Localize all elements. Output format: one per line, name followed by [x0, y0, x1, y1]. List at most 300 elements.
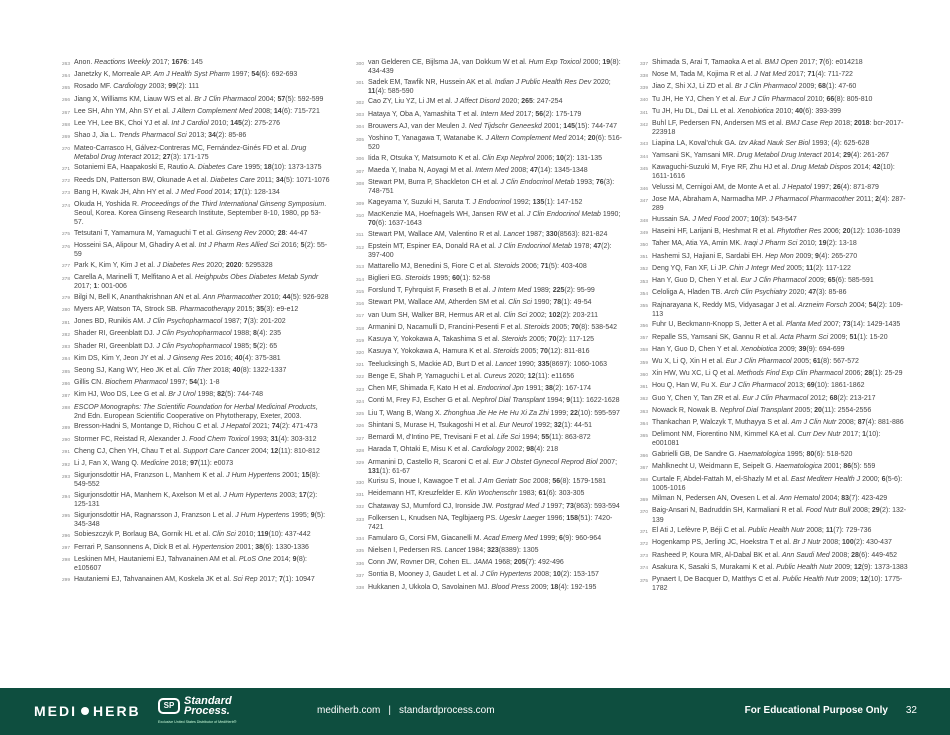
reference-number: 314 — [356, 277, 365, 283]
reference-text: Sotaniemi EA, Haapakoski E, Rautio A. Diabetes Care 1995; 18(10): 1373-1375 — [74, 164, 322, 172]
references-column-3 — [640, 58, 908, 595]
reference-entry — [640, 551, 908, 562]
reference-entry — [640, 494, 908, 505]
reference-entry — [62, 131, 330, 142]
reference-text: Teelucksingh S, Mackie AD, Burt D et al. Lancet 1990; 335(8697): 1060-1063 — [368, 360, 607, 368]
reference-text: Folkersen L, Knudsen NA, Teglbjaerg PS. Ugeskr Laeger 1996; 158(51): 7420-7421 — [368, 514, 613, 531]
reference-entry — [356, 262, 624, 273]
reference-number: 289 — [62, 426, 71, 431]
reference-number: 268 — [62, 122, 71, 128]
reference-number: 365 — [640, 433, 649, 439]
reference-entry — [640, 357, 908, 368]
reference-text: Kasuya Y, Yokokawa A, Takashima S et al. Steroids 2005; 70(2): 117-125 — [368, 336, 595, 344]
reference-entry — [62, 378, 330, 389]
reference-text: Harada T, Ohtaki E, Misu K et al. Cardiology 2002; 98(4): 218 — [368, 446, 559, 454]
reference-number: 362 — [640, 397, 649, 403]
reference-text: Armanini D, Castello R, Scaroni C et al. Eur J Obstet Gynecol Reprod Biol 2007; 131(1): 61-67 — [368, 458, 618, 475]
reference-text: Lee YH, Lee BK, Choi YJ et al. Int J Cardiol 2010; 145(2): 275-276 — [74, 120, 281, 128]
reference-number: 295 — [62, 514, 71, 520]
reference-text: Gabrielli GB, De Sandre G. Haematologica 1995; 80(6): 518-520 — [652, 451, 853, 459]
reference-number: 370 — [640, 510, 649, 516]
footer-bar — [0, 688, 950, 735]
reference-entry — [640, 70, 908, 81]
reference-entry — [640, 394, 908, 405]
reference-text: Fuhr U, Beckmann-Knopp S, Jetter A et al. Planta Med 2007; 73(14): 1429-1435 — [652, 321, 901, 329]
reference-entry — [640, 301, 908, 319]
reference-number: 277 — [62, 264, 71, 270]
reference-number: 367 — [640, 465, 649, 471]
reference-entry — [62, 229, 330, 240]
reference-text: Sontia B, Mooney J, Gaudet L et al. J Clin Hypertens 2008; 10(2): 153-157 — [368, 571, 599, 579]
reference-number: 339 — [640, 86, 649, 92]
reference-text: Bilgi N, Bell K, Ananthakrishnan AN et al. Ann Pharmacother 2010; 44(5): 926-928 — [74, 293, 329, 301]
reference-number: 312 — [356, 245, 365, 251]
reference-text: Stewart PM, Burra P, Shackleton CH et al. J Clin Endocrinol Metab 1993; 76(3): 748-751 — [368, 179, 615, 196]
reference-number: 358 — [640, 348, 649, 354]
reference-text: Wu X, Li Q, Xin H et al. Eur J Clin Pharmacol 2005; 61(8): 567-572 — [652, 357, 859, 365]
reference-entry — [356, 298, 624, 309]
reference-text: El Ati J, Lefèvre P, Béji C et al. Public Health Nutr 2008; 11(7): 729-736 — [652, 527, 872, 535]
reference-number: 374 — [640, 566, 649, 572]
reference-number: 337 — [640, 61, 649, 67]
reference-number: 293 — [62, 474, 71, 480]
reference-number: 330 — [356, 480, 365, 486]
reference-text: Kim HJ, Woo DS, Lee G et al. Br J Urol 1998; 82(5): 744-748 — [74, 391, 263, 399]
reference-number: 368 — [640, 478, 649, 484]
reference-entry — [62, 530, 330, 541]
reference-text: Han Y, Guo D, Chen Y et al. Xenobiotica 2009; 39(9): 694-699 — [652, 345, 845, 353]
reference-number: 266 — [62, 98, 71, 104]
mediherb-logo — [34, 703, 141, 719]
reference-entry — [62, 58, 330, 69]
references-column-1 — [62, 58, 330, 587]
reference-number: 287 — [62, 394, 71, 400]
reference-entry — [356, 335, 624, 346]
reference-entry — [62, 511, 330, 529]
standard-process-name-line-2: Process. — [184, 705, 230, 717]
reference-text: Haseini HF, Larijani B, Heshmat R et al. Phytother Res 2006; 20(12): 1036-1039 — [652, 228, 901, 236]
reference-number: 281 — [62, 320, 71, 326]
reference-text: Kim DS, Kim Y, Jeon JY et al. J Ginseng Res 2016; 40(4): 375-381 — [74, 354, 281, 362]
reference-entry — [62, 119, 330, 130]
reference-text: Armanini D, Nacamulli D, Francini-Pesenti F et al. Steroids 2005; 70(8): 538-542 — [368, 323, 618, 331]
reference-text: Buhl LF, Pedersen FN, Andersen MS et al. BMJ Case Rep 2018; 2018: bcr-2017-223918 — [652, 120, 904, 137]
reference-entry — [356, 347, 624, 358]
reference-text: Lee SH, Ahn YM, Ahn SY et al. J Altern Complement Med 2008; 14(6): 715-721 — [74, 107, 320, 115]
reference-text: Forslund T, Fyhrquist F, Frøseth B et al. J Intern Med 1989; 225(2): 95-99 — [368, 287, 595, 295]
reference-text: Guo Y, Chen Y, Tan ZR et al. Eur J Clin Pharmacol 2012; 68(2): 213-217 — [652, 394, 876, 402]
reference-text: Mateo-Carrasco H, Gálvez-Contreras MC, Fernández-Ginés FD et al. Drug Metabol Drug Interact 2012; 27(3): 171-175 — [74, 144, 307, 161]
reference-number: 361 — [640, 385, 649, 391]
reference-number: 278 — [62, 276, 71, 282]
reference-entry — [356, 166, 624, 177]
standard-process-mark-icon: SP — [158, 698, 180, 714]
reference-number: 263 — [62, 61, 71, 67]
reference-entry — [356, 433, 624, 444]
reference-number: 305 — [356, 137, 365, 143]
reference-text: Conti M, Frey FJ, Escher G et al. Nephrol Dial Transplant 1994; 9(11): 1622-1628 — [368, 397, 620, 405]
reference-number: 336 — [356, 561, 365, 567]
reference-entry — [356, 396, 624, 407]
reference-text: Taher MA, Atia YA, Amin MK. Iraqi J Pharm Sci 2010; 19(2): 13-18 — [652, 240, 857, 248]
reference-text: Tetsutani T, Yamamura M, Yamaguchi T et al. Ginseng Rev 2000; 28: 44-47 — [74, 229, 308, 237]
reference-entry — [356, 409, 624, 420]
reference-number: 346 — [640, 186, 649, 192]
reference-number: 349 — [640, 230, 649, 236]
reference-number: 329 — [356, 461, 365, 467]
reference-entry — [640, 345, 908, 356]
reference-number: 292 — [62, 462, 71, 468]
reference-entry — [640, 82, 908, 93]
reference-text: Bang H, Kwak JH, Ahn HY et al. J Med Food 2014; 17(1): 128-134 — [74, 188, 280, 196]
reference-entry — [356, 78, 624, 96]
reference-entry — [640, 526, 908, 537]
reference-number: 327 — [356, 436, 365, 442]
reference-number: 286 — [62, 381, 71, 387]
reference-number: 347 — [640, 198, 649, 204]
standard-process-logo — [158, 696, 248, 728]
reference-text: MacKenzie MA, Hoefnagels WH, Jansen RW et al. J Clin Endocrinol Metab 1990; 70(6): 1637-1643 — [368, 211, 621, 228]
reference-text: Curtale F, Abdel-Fattah M, el-Shazly M et al. East Mediterr Health J 2000; 6(5-6): 1005-1016 — [652, 475, 903, 492]
reference-text: Nowack R, Nowak B. Nephrol Dial Transplant 2005; 20(11): 2554-2556 — [652, 406, 872, 414]
reference-number: 364 — [640, 421, 649, 427]
reference-number: 332 — [356, 505, 365, 511]
reference-entry — [356, 97, 624, 108]
reference-number: 375 — [640, 578, 649, 584]
reference-entry — [62, 82, 330, 93]
reference-text: Nose M, Tada M, Kojima R et al. J Nat Med 2017; 71(4): 711-722 — [652, 71, 853, 79]
reference-text: Sobieszczyk P, Borlaug BA, Gornik HL et al. Clin Sci 2010; 119(10): 437-442 — [74, 531, 311, 539]
reference-entry — [640, 107, 908, 118]
reference-number: 310 — [356, 213, 365, 219]
reference-entry — [62, 261, 330, 272]
reference-text: Carella A, Marinelli T, Melfitano A et al. Heighpubs Obes Diabetes Metab Syndr 2017; 1: 001-006 — [74, 273, 319, 290]
reference-text: Leskinen MH, Hautaniemi EJ, Tahvanainen AM et al. PLoS One 2014; 9(8): e105607 — [74, 555, 307, 572]
reference-text: Liapina LA, Koval'chuk GA. Izv Akad Nauk Ser Biol 1993; (4): 625-628 — [652, 139, 870, 147]
reference-text: Li J, Fan X, Wang Q. Medicine 2018; 97(11): e0073 — [74, 460, 234, 468]
references-column-2 — [356, 58, 624, 595]
reference-number: 300 — [356, 61, 365, 67]
reference-number: 338 — [356, 586, 365, 592]
reference-entry — [356, 360, 624, 371]
reference-entry — [640, 320, 908, 331]
reference-entry — [356, 458, 624, 476]
reference-text: Tu JH, He YJ, Chen Y et al. Eur J Clin Pharmacol 2010; 66(8): 805-810 — [652, 95, 873, 103]
reference-text: Liu T, Wang B, Wang X. Zhonghua Jie He He Hu Xi Za Zhi 1999; 22(10): 595-597 — [368, 409, 620, 417]
reference-entry — [640, 163, 908, 181]
reference-number: 334 — [356, 537, 365, 543]
reference-number: 302 — [356, 100, 365, 106]
reference-number: 294 — [62, 494, 71, 500]
reference-number: 338 — [640, 73, 649, 79]
reference-entry — [62, 163, 330, 174]
reference-number: 301 — [356, 81, 365, 87]
reference-entry — [356, 502, 624, 513]
reference-entry — [356, 311, 624, 322]
reference-number: 343 — [640, 142, 649, 148]
reference-text: Biglieri EG. Steroids 1995; 60(1): 52-58 — [368, 275, 491, 282]
reference-number: 270 — [62, 147, 71, 153]
reference-number: 325 — [356, 412, 365, 418]
reference-text: Ferrari P, Sansonnens A, Dick B et al. Hypertension 2001; 38(6): 1330-1336 — [74, 543, 309, 551]
reference-text: Heidemann HT, Kreuzfelder E. Klin Wochenschr 1983; 61(6): 303-305 — [368, 490, 585, 498]
reference-text: Hautaniemi EJ, Tahvanainen AM, Koskela JK et al. Sci Rep 2017; 7(1): 10947 — [74, 575, 315, 583]
reference-number: 345 — [640, 166, 649, 172]
reference-number: 269 — [62, 135, 71, 140]
reference-entry — [356, 558, 624, 569]
mediherb-url-link[interactable]: mediherb.com — [317, 705, 381, 716]
reference-entry — [640, 252, 908, 263]
reference-number: 276 — [62, 244, 71, 250]
reference-text: van Uum SH, Walker BR, Hermus AR et al. Clin Sci 2002; 102(2): 203-211 — [368, 311, 598, 319]
reference-entry — [62, 176, 330, 187]
reference-number: 291 — [62, 450, 71, 456]
reference-number: 297 — [62, 546, 71, 552]
reference-entry — [640, 563, 908, 574]
reference-entry — [62, 555, 330, 573]
reference-entry — [356, 134, 624, 152]
reference-text: van Gelderen CE, Bijlsma JA, van Dokkum W et al. Hum Exp Toxicol 2000; 19(8): 434-439 — [368, 59, 621, 76]
reference-entry — [356, 210, 624, 228]
reference-number: 303 — [356, 113, 365, 119]
reference-entry — [62, 491, 330, 509]
reference-text: Cheng CJ, Chen YH, Chau T et al. Support Care Cancer 2004; 12(11): 810-812 — [74, 447, 320, 455]
reference-entry — [640, 227, 908, 238]
reference-entry — [356, 514, 624, 532]
reference-number: 328 — [356, 448, 365, 454]
reference-entry — [62, 471, 330, 489]
reference-text: Seong SJ, Kang WY, Heo JK et al. Clin Ther 2018; 40(8): 1322-1337 — [74, 367, 287, 375]
standard-process-name-line-1: Standard — [184, 695, 232, 707]
reference-number: 341 — [640, 110, 649, 116]
reference-text: Sigurjonsdottir HA, Franzson L, Manhem K et al. J Hum Hypertens 2001; 15(8): 549-552 — [74, 472, 320, 489]
reference-entry — [62, 575, 330, 586]
reference-entry — [356, 178, 624, 196]
reference-number: 315 — [356, 289, 365, 295]
reference-number: 324 — [356, 399, 365, 405]
reference-entry — [62, 241, 330, 259]
reference-text: Chataway SJ, Mumford CJ, Ironside JW. Postgrad Med J 1997; 73(863): 593-594 — [368, 502, 620, 510]
reference-number: 274 — [62, 203, 71, 209]
reference-text: Asakura K, Sasaki S, Murakami K et al. Public Health Nutr 2009; 12(9): 1373-1383 — [652, 563, 908, 571]
reference-text: Shintani S, Murase H, Tsukagoshi H et al. Eur Neurol 1992; 32(1): 44-51 — [368, 421, 593, 429]
reference-text: Repalle SS, Yamsani SK, Gannu R et al. Acta Pharm Sci 2009; 51(1): 15-20 — [652, 333, 888, 341]
reference-entry — [62, 390, 330, 401]
reference-number: 318 — [356, 326, 365, 332]
reference-text: Nielsen I, Pedersen RS. Lancet 1984; 323(8389): 1305 — [368, 546, 539, 554]
reference-number: 326 — [356, 424, 365, 430]
reference-entry — [356, 122, 624, 133]
reference-entry — [640, 575, 908, 593]
reference-entry — [356, 421, 624, 432]
reference-text: Benge E, Shah P, Yamaguchi L et al. Cureus 2020; 12(11): e11656 — [368, 372, 575, 380]
reference-text: Hataya Y, Oba A, Yamashita T et al. Intern Med 2017; 56(2): 175-179 — [368, 110, 582, 118]
reference-text: Iida R, Otsuka Y, Matsumoto K et al. Clin Exp Nephrol 2006; 10(2): 131-135 — [368, 154, 603, 162]
reference-number: 333 — [356, 517, 365, 523]
reference-number: 271 — [62, 166, 71, 172]
reference-entry — [62, 70, 330, 81]
reference-entry — [640, 183, 908, 194]
reference-number: 373 — [640, 554, 649, 560]
reference-entry — [62, 317, 330, 328]
reference-number: 319 — [356, 338, 365, 344]
reference-text: Jiao Z, Shi XJ, Li ZD et al. Br J Clin Pharmacol 2009; 68(1): 47-60 — [652, 83, 857, 91]
reference-text: Shader RI, Greenblatt DJ. J Clin Psychopharmacol 1988; 8(4): 235 — [74, 330, 282, 338]
reference-entry — [356, 230, 624, 241]
reference-entry — [640, 369, 908, 380]
reference-entry — [62, 342, 330, 353]
reference-number: 304 — [356, 125, 365, 131]
standard-process-tagline: Exclusive United States Distributor of MediHerb® — [158, 720, 237, 724]
reference-number: 317 — [356, 314, 365, 320]
reference-text: Gillis CN. Biochem Pharmacol 1997; 54(1): 1-8 — [74, 379, 220, 387]
reference-entry — [640, 195, 908, 213]
reference-number: 353 — [640, 279, 649, 285]
reference-number: 350 — [640, 243, 649, 248]
reference-number: 360 — [640, 372, 649, 378]
reference-number: 313 — [356, 265, 365, 271]
reference-text: Brouwers AJ, van der Meulen J. Ned Tijdschr Geneeskd 2001; 145(15): 744-747 — [368, 122, 618, 130]
reference-entry — [356, 534, 624, 545]
reference-number: 363 — [640, 409, 649, 415]
reference-entry — [640, 215, 908, 226]
reference-entry — [356, 242, 624, 260]
reference-entry — [640, 406, 908, 417]
reference-text: Jiang X, Williams KM, Liauw WS et al. Br J Clin Pharmacol 2004; 57(5): 592-599 — [74, 95, 324, 103]
reference-number: 288 — [62, 406, 71, 412]
reference-entry — [356, 58, 624, 76]
reference-number: 296 — [62, 534, 71, 539]
reference-entry — [640, 538, 908, 549]
reference-text: Bernardi M, d'Intino PE, Trevisani F et al. Life Sci 1994; 55(11): 863-872 — [368, 434, 591, 442]
reference-number: 348 — [640, 218, 649, 224]
reference-entry — [356, 477, 624, 488]
reference-entry — [62, 200, 330, 227]
reference-text: Maeda Y, Inaba N, Aoyagi M et al. Intern Med 2008; 47(14): 1345-1348 — [368, 167, 588, 174]
reference-number: 354 — [640, 291, 649, 297]
reference-number: 323 — [356, 387, 365, 393]
reference-text: Jones BD, Runikis AM. J Clin Psychopharmacol 1987; 7(3): 201-202 — [74, 318, 286, 326]
reference-number: 352 — [640, 267, 649, 273]
reference-text: Milman N, Pedersen AN, Ovesen L et al. Ann Hematol 2004; 83(7): 423-429 — [652, 495, 888, 503]
reference-text: ESCOP Monographs: The Scientific Foundation for Herbal Medicinal Products, 2nd Edn. European Scientific Cooperative on Phytotherapy, Exeter, 2003. — [74, 403, 318, 420]
reference-text: Reeds DN, Patterson BW, Okunade A et al. Diabetes Care 2011; 34(5): 1071-1076 — [74, 176, 330, 184]
reference-number: 340 — [640, 98, 649, 104]
reference-text: Stewart PM, Wallace AM, Atherden SM et al. Clin Sci 1990; 78(1): 49-54 — [368, 299, 592, 307]
reference-number: 307 — [356, 169, 365, 175]
reference-entry — [640, 506, 908, 524]
reference-number: 356 — [640, 323, 649, 329]
reference-text: Anon. Reactions Weekly 2017; 1676: 145 — [74, 59, 203, 66]
reference-text: Hogenkamp PS, Jerling JC, Hoekstra T et al. Br J Nutr 2008; 100(2): 430-437 — [652, 539, 892, 547]
reference-entry — [640, 381, 908, 392]
references-columns — [62, 58, 936, 688]
reference-number: 366 — [640, 453, 649, 459]
reference-text: Kurisu S, Inoue I, Kawagoe T et al. J Am Geriatr Soc 2008; 56(8): 1579-1581 — [368, 478, 607, 486]
reference-entry — [62, 447, 330, 458]
educational-purpose-note: For Educational Purpose Only — [744, 705, 888, 716]
reference-entry — [356, 110, 624, 121]
reference-entry — [62, 305, 330, 316]
reference-text: Myers AP, Watson TA, Strock SB. Pharmacotherapy 2015; 35(3): e9-e12 — [74, 305, 299, 313]
reference-text: Conn JW, Rovner DR, Cohen EL. JAMA 1968; 205(7): 492-496 — [368, 559, 564, 567]
reference-text: Velussi M, Cernigoi AM, de Monte A et al. J Hepatol 1997; 26(4): 871-879 — [652, 184, 879, 192]
reference-number: 283 — [62, 345, 71, 351]
reference-entry — [356, 583, 624, 594]
reference-entry — [640, 475, 908, 493]
reference-text: Janetzky K, Morreale AP. Am J Health Syst Pharm 1997; 54(6): 692-693 — [74, 71, 298, 79]
reference-text: Baig-Ansari N, Badruddin SH, Karmaliani R et al. Food Nutr Bull 2008; 29(2): 132-139 — [652, 507, 907, 524]
reference-number: 337 — [356, 573, 365, 579]
reference-entry — [640, 139, 908, 150]
reference-number: 322 — [356, 375, 365, 381]
reference-entry — [640, 288, 908, 299]
reference-number: 351 — [640, 255, 649, 261]
reference-entry — [356, 384, 624, 395]
reference-entry — [640, 239, 908, 250]
reference-text: Rajnarayana K, Reddy MS, Vidyasagar J et al. Arzneim Forsch 2004; 54(2): 109-113 — [652, 301, 903, 318]
mediherb-logo-left: MEDI — [34, 703, 77, 719]
page-number: 32 — [905, 705, 917, 716]
reference-text: Mahlknecht U, Weidmann E, Seipelt G. Haematologica 2001; 86(5): 559 — [652, 463, 876, 471]
reference-text: Sadek EM, Tawfik NR, Hussein AK et al. Indian J Public Health Res Dev 2020; 11(4): 585-590 — [368, 78, 611, 95]
reference-text: Kageyama Y, Suzuki H, Saruta T. J Endocrinol 1992; 135(1): 147-152 — [368, 198, 583, 206]
reference-entry — [356, 154, 624, 165]
reference-text: Tu JH, Hu DL, Dai LL et al. Xenobiotica 2010; 40(6): 393-399 — [652, 107, 842, 115]
reference-number: 272 — [62, 179, 71, 185]
reference-entry — [62, 422, 330, 433]
reference-entry — [62, 188, 330, 199]
reference-number: 308 — [356, 181, 365, 187]
reference-entry — [62, 144, 330, 162]
reference-number: 275 — [62, 232, 71, 238]
standardprocess-url-link[interactable]: standardprocess.com — [398, 705, 495, 716]
reference-text: Stormer FC, Reistad R, Alexander J. Food Chem Toxicol 1993; 31(4): 303-312 — [74, 435, 317, 443]
reference-entry — [62, 293, 330, 304]
reference-text: Jose MA, Abraham A, Narmadha MP. J Pharmacol Pharmacother 2011; 2(4): 287-289 — [652, 196, 906, 213]
reference-entry — [356, 323, 624, 334]
reference-text: Thankachan P, Walczyk T, Muthayya S et al. Am J Clin Nutr 2008; 87(4): 881-886 — [652, 419, 904, 427]
reference-number: 273 — [62, 191, 71, 197]
footer-urls — [317, 705, 495, 716]
reference-text: Hukkanen J, Ukkola O, Savolainen MJ. Blood Press 2009; 18(4): 192-195 — [368, 583, 597, 591]
reference-entry — [356, 286, 624, 297]
reference-entry — [640, 333, 908, 344]
reference-number: 267 — [62, 110, 71, 116]
reference-entry — [356, 570, 624, 581]
reference-text: Cao ZY, Liu YZ, Li JM et al. J Affect Disord 2020; 265: 247-254 — [368, 98, 563, 106]
reference-entry — [640, 58, 908, 69]
reference-text: Stewart PM, Wallace AM, Valentino R et al. Lancet 1987; 330(8563): 821-824 — [368, 230, 608, 238]
reference-number: 372 — [640, 541, 649, 547]
reference-number: 371 — [640, 529, 649, 535]
reference-text: Kawaguchi-Suzuki M, Frye RF, Zhu HJ et al. Drug Metab Dispos 2014; 42(10): 1611-1616 — [652, 164, 895, 181]
reference-text: Shimada S, Arai T, Tamaoka A et al. BMJ Open 2017; 7(6): e014218 — [652, 59, 863, 66]
reference-text: Shao J, Jia L. Trends Pharmacol Sci 2013; 34(2): 85-86 — [74, 132, 247, 140]
reference-entry — [640, 151, 908, 162]
reference-number: 309 — [356, 201, 365, 207]
reference-number: 320 — [356, 351, 365, 356]
reference-text: Sigurjonsdottir HA, Ragnarsson J, Franzson L et al. J Hum Hypertens 1995; 9(5): 345-348 — [74, 511, 326, 528]
reference-number: 355 — [640, 304, 649, 310]
reference-entry — [62, 95, 330, 106]
reference-number: 331 — [356, 493, 365, 499]
reference-entry — [356, 546, 624, 557]
reference-entry — [62, 354, 330, 365]
reference-number: 344 — [640, 154, 649, 160]
reference-text: Okuda H, Yoshida R. Proceedings of the Third International Ginseng Symposium. Seoul, Korea. Korea Ginseng Research Institute, September 8-10, 1980, pp 53-57. — [74, 201, 327, 227]
reference-number: 316 — [356, 302, 365, 308]
